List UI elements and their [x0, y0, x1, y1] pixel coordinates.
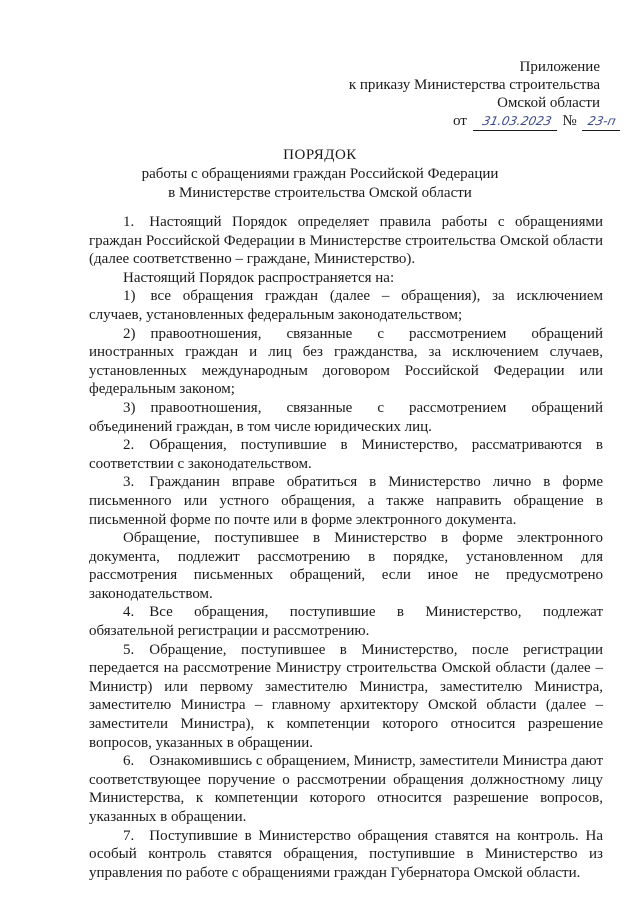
appendix-header [349, 58, 600, 112]
title-subtitle-1: работы с обращениями граждан Российской Федерации [141, 166, 499, 182]
appendix-title: Приложение [519, 59, 600, 75]
document-title [0, 146, 640, 203]
title-main: ПОРЯДОК [283, 147, 357, 163]
paragraph-3-electronic: Обращение, поступившее в Министерство в форме электронного документа, подлежит рассмотрению в порядке, установленном для рассмотрения письменных обращений, если иное не предусмотрено законодательством. [89, 530, 603, 602]
number-prefix: № [562, 113, 577, 129]
handwritten-number: 23-п [582, 112, 624, 131]
paragraph-scope-intro: Настоящий Порядок распространяется на: [123, 269, 395, 286]
date-prefix: от [453, 113, 467, 129]
paragraph-scope-3: 3) правоотношения, связанные с рассмотрением обращений объединений граждан, в том числе юридических лиц. [89, 399, 603, 435]
handwritten-date: 31.03.2023 [473, 112, 561, 131]
appendix-order-ref: к приказу Министерства строительства [348, 77, 600, 93]
paragraph-7: 7. Поступившие в Министерство обращения ставятся на контроль. На особый контроль ставятся обращения, поступившие в Министерство из управления по работе с обращениями граждан Губернатора Омской области. [89, 827, 603, 881]
appendix-region: Омской области [497, 95, 600, 111]
paragraph-5: 5. Обращение, поступившее в Министерство, после регистрации передается на рассмотрение Министру строительства Омской области (далее – Министр) или первому заместителю Министра, заместителю Министра, заместителю Министра – главному архитектору Омской области (далее – заместители Министра), к компетенции которого относится разрешение вопросов, указанных в обращении. [89, 641, 603, 751]
paragraph-3: 3. Гражданин вправе обратиться в Министерство лично в форме письменного или устного обращения, а также направить обращение в письменной форме по почте или в форме электронного документа. [89, 474, 603, 528]
order-date-number [453, 112, 623, 131]
paragraph-1: 1. Настоящий Порядок определяет правила работы с обращениями граждан Российской Федерации в Министерстве строительства Омской области (далее соответственно – граждане, Министерство). [89, 214, 603, 268]
title-subtitle-2: в Министерстве строительства Омской области [168, 185, 472, 201]
paragraph-6: 6. Ознакомившись с обращением, Министр, заместители Министра дают соответствующее поручение о рассмотрении обращения должностному лицу Министерства, к компетенции которого относится разрешение вопросов, указанных в обращении. [89, 753, 603, 825]
paragraph-4: 4. Все обращения, поступившие в Министерство, подлежат обязательной регистрации и рассмотрению. [89, 604, 603, 640]
document-body [89, 213, 603, 882]
paragraph-scope-2: 2) правоотношения, связанные с рассмотрением обращений иностранных граждан и лиц без гражданства, за исключением случаев, установленных международным договором Российской Федерации или федеральным законом; [89, 325, 603, 398]
paragraph-2: 2. Обращения, поступившие в Министерство, рассматриваются в соответствии с законодательством. [89, 437, 603, 472]
paragraph-scope-1: 1) все обращения граждан (далее – обращения), за исключением случаев, установленных федеральным законодательством; [89, 288, 603, 323]
